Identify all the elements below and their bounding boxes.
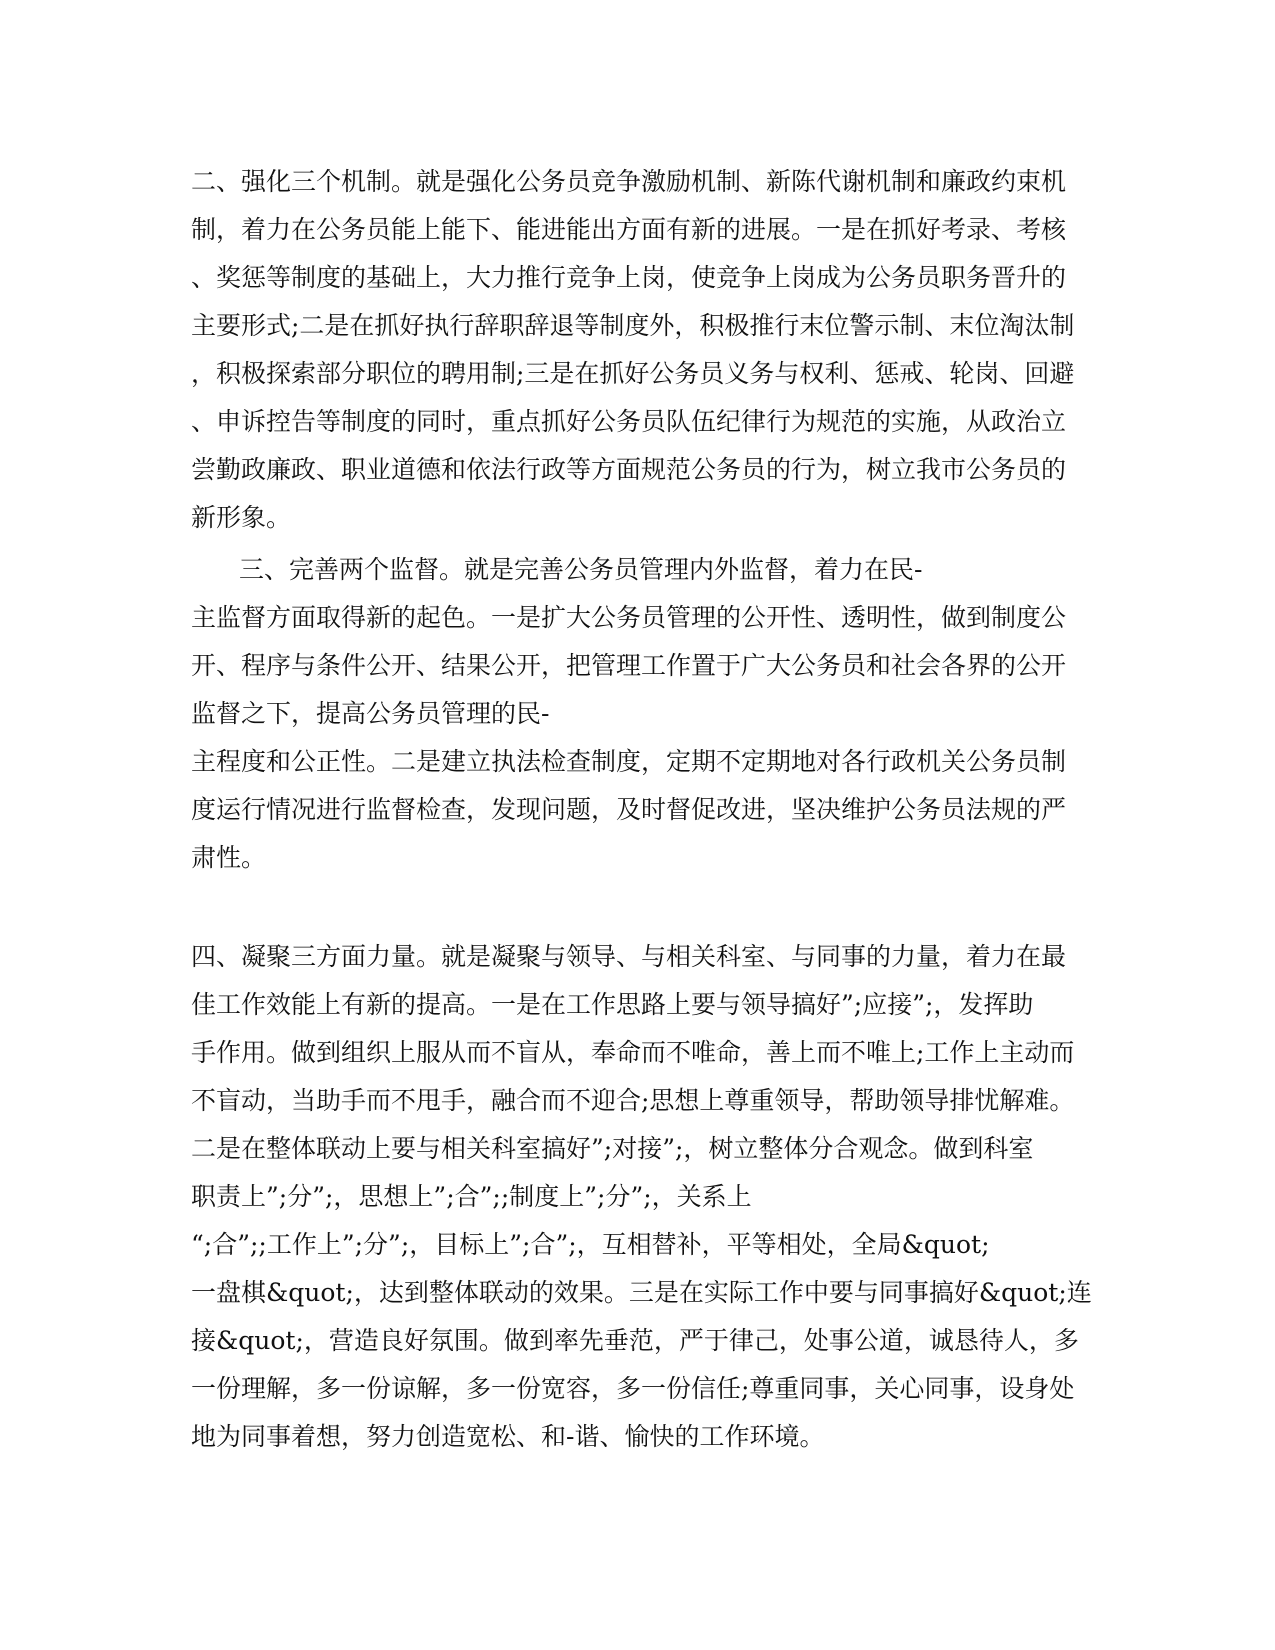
text-line: 佳工作效能上有新的提高。一是在工作思路上要与领导搞好”;应接”;，发挥助 [191, 990, 1034, 1019]
text-line: 一盘棋&quot;，达到整体联动的效果。三是在实际工作中要与同事搞好&quot;连 [191, 1278, 1092, 1307]
text-line: 二、强化三个机制。就是强化公务员竞争激励机制、新陈代谢机制和廉政约束机 [191, 167, 1067, 196]
text-line: 开、程序与条件公开、结果公开，把管理工作置于广大公务员和社会各界的公开 [191, 651, 1067, 680]
text-line: 二是在整体联动上要与相关科室搞好”;对接”;，树立整体分合观念。做到科室 [191, 1134, 1034, 1163]
text-line: 新形象。 [191, 503, 292, 532]
text-line: 地为同事着想，努力创造宽松、和-谐、愉快的工作环境。 [191, 1422, 825, 1451]
text-line: 监督之下，提高公务员管理的民- [191, 699, 550, 728]
text-line: 主监督方面取得新的起色。一是扩大公务员管理的公开性、透明性，做到制度公 [191, 603, 1067, 632]
text-line: 职责上”;分”;，思想上”;合”;;制度上”;分”;，关系上 [191, 1182, 752, 1211]
text-line: 主程度和公正性。二是建立执法检查制度，定期不定期地对各行政机关公务员制 [191, 747, 1067, 776]
text-line: 度运行情况进行监督检查，发现问题，及时督促改进，坚决维护公务员法规的严 [191, 795, 1067, 824]
text-line: 、奖惩等制度的基础上，大力推行竞争上岗，使竞争上岗成为公务员职务晋升的 [191, 263, 1067, 292]
text-line: 制，着力在公务员能上能下、能进能出方面有新的进展。一是在抓好考录、考核 [191, 215, 1067, 244]
paragraph-section-4 [191, 933, 1091, 1461]
text-line: ，积极探索部分职位的聘用制;三是在抓好公务员义务与权利、惩戒、轮岗、回避 [191, 359, 1075, 388]
text-line: 、申诉控告等制度的同时，重点抓好公务员队伍纪律行为规范的实施，从政治立 [191, 407, 1067, 436]
paragraph-section-3 [191, 546, 1091, 882]
text-line: 三、完善两个监督。就是完善公务员管理内外监督，着力在民- [239, 555, 923, 584]
text-line: 四、凝聚三方面力量。就是凝聚与领导、与相关科室、与同事的力量，着力在最 [191, 942, 1067, 971]
text-line: 一份理解，多一份谅解，多一份宽容，多一份信任;尊重同事，关心同事，设身处 [191, 1374, 1075, 1403]
text-line: 手作用。做到组织上服从而不盲从，奉命而不唯命，善上而不唯上;工作上主动而 [191, 1038, 1075, 1067]
text-line: 尝勤政廉政、职业道德和依法行政等方面规范公务员的行为，树立我市公务员的 [191, 455, 1067, 484]
text-line: 不盲动，当助手而不甩手，融合而不迎合;思想上尊重领导，帮助领导排忧解难。 [191, 1086, 1075, 1115]
text-line: 肃性。 [191, 843, 267, 872]
text-line: “;合”;;工作上”;分”;，目标上”;合”;，互相替补，平等相处，全局&quot; [191, 1230, 990, 1259]
paragraph-section-2 [191, 158, 1091, 542]
text-line: 主要形式;二是在抓好执行辞职辞退等制度外，积极推行末位警示制、末位淘汰制 [191, 311, 1075, 340]
text-line: 接&quot;，营造良好氛围。做到率先垂范，严于律己，处事公道，诚恳待人，多 [191, 1326, 1079, 1355]
